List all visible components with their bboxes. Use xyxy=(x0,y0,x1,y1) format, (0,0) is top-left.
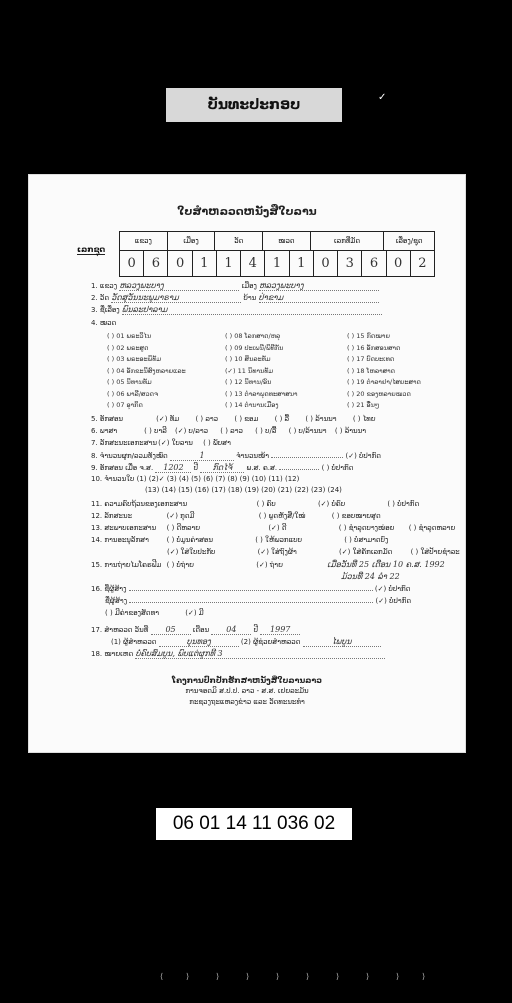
field-number: 14. xyxy=(91,536,103,544)
code-digit: 3 xyxy=(338,251,362,276)
tray-label: ບັນທະປະກອບ xyxy=(166,88,342,122)
field-number: 18. xyxy=(91,650,103,658)
film-mark: ⟩ xyxy=(306,972,310,981)
field-label: ການອະນຸລັກສາ xyxy=(104,536,149,544)
field-label: ຈໍານວນໃບ xyxy=(104,475,135,483)
preservation-option[interactable]: (✓) ໃສ່ຄັກເລກມັດ xyxy=(339,548,393,556)
category-option[interactable]: ( ) 08 ໂລກສາດ/ຫລຸ xyxy=(225,332,281,340)
film-mark: ⟨ xyxy=(160,972,164,981)
film-mark: ⟩ xyxy=(276,972,280,981)
code-digit: 2 xyxy=(418,256,427,271)
field-label: ອັກສອນ xyxy=(99,415,124,423)
film-mark: ⟩ xyxy=(186,972,190,981)
date-unknown-option[interactable]: ( ) ບໍ່ປາກົດ xyxy=(321,464,354,472)
field-language xyxy=(91,427,366,435)
language-option[interactable]: (✓) ບ/ລາວ xyxy=(175,427,209,435)
film-mark: ⟩ xyxy=(246,972,250,981)
code-header-story: ເລື່ອງ/ຊຸດ xyxy=(395,237,423,245)
field-label: ພ.ສ. xyxy=(246,464,261,472)
code-digit: 0 xyxy=(168,251,192,276)
category-option[interactable]: ( ) 14 ຕໍານານເມືອງ xyxy=(225,401,279,409)
category-option[interactable]: ( ) 16 ອັກສອນສາດ xyxy=(347,343,401,352)
category-option[interactable]: ( ) 20 ຂອງຫລາຍໝວດ xyxy=(347,389,411,398)
film-mark: ⟩ xyxy=(396,972,400,981)
code-header-row xyxy=(119,231,435,251)
code-digit: 6 xyxy=(362,251,386,276)
field-label: ຊື່ຜູ້ສ້າງ xyxy=(105,597,128,605)
cs-year-value: 1202 xyxy=(155,463,191,473)
assistant-value: ໄພບູນ xyxy=(303,637,381,647)
field-label: ວັດ xyxy=(99,294,110,302)
code-digit: 4 xyxy=(241,251,265,276)
preservation-option[interactable]: ( ) ໃສ່ປ້າຍຊໍາລະ xyxy=(410,548,460,556)
field-document-type xyxy=(91,439,231,447)
field-number: 5. xyxy=(91,415,98,423)
field-surveyors xyxy=(111,637,381,647)
code-header-district: ເມືອງ xyxy=(168,232,216,250)
microfilm-option[interactable]: ( ) ບໍ່ຖ່າຍ xyxy=(166,561,194,569)
code-digit: 1 xyxy=(290,251,314,276)
field-number: 2. xyxy=(91,294,98,302)
characteristic-option[interactable]: ( ) ຂອບໝາຍສູດ xyxy=(331,512,381,520)
microfilm-date: ເມື່ອວັນທີ່ 25 ເດືອນ 10 ຄ.ສ. 1992 xyxy=(327,560,445,569)
condition-option[interactable]: ( ) ດີຫລາຍ xyxy=(166,524,201,532)
category-option[interactable]: ( ) 02 ພຣະສູດ xyxy=(107,343,149,352)
field-label: ການຖ່າຍໄມໂຄຣຟີມ xyxy=(104,561,162,569)
category-option[interactable]: ( ) 03 ພຣະອະພິທັມ xyxy=(107,355,162,363)
surveyor-value: ບຸນທອງ xyxy=(159,637,239,647)
film-edge-strip xyxy=(10,972,502,988)
field-temple xyxy=(91,293,379,303)
document-type-option[interactable]: (✓) ໃບລານ xyxy=(158,439,193,447)
film-mark: ⟩ xyxy=(336,972,340,981)
microfilm-roll: ມ້ວນທີ່ 24 ລໍາ 22 xyxy=(341,572,400,581)
code-digit: 0 xyxy=(120,251,144,276)
field-label: (1) ຜູ້ສໍາຫລວດ xyxy=(111,638,157,646)
field-bundle-count xyxy=(91,451,381,461)
field-completeness xyxy=(91,500,419,508)
field-microfilm xyxy=(91,560,445,569)
field-written-date xyxy=(91,463,353,473)
preservation-options-row-2 xyxy=(167,548,460,556)
category-option[interactable]: ( ) 01 ພຣະວິໄນ xyxy=(107,332,152,340)
script-option[interactable]: ( ) ຂອມ xyxy=(234,415,259,423)
survey-month-value: 04 xyxy=(211,625,251,635)
footer-ministry: ກະຊວງຖະແຫລງຂ່າວ ແລະ ວັດທະນະທໍາ xyxy=(189,698,305,706)
sponsor-option[interactable]: ( ) ມີຄ່າຂອງສັດທາ xyxy=(105,609,159,617)
condition-option[interactable]: ( ) ຊໍາລຸດບາງໜ່ອຍ xyxy=(338,524,395,532)
film-mark: ⟩ xyxy=(216,972,220,981)
category-option[interactable]: (✓) 11 ນິທານທັມ xyxy=(225,366,274,375)
category-option[interactable]: ( ) 12 ນິທານ/ອົນ xyxy=(225,378,272,386)
field-label: ຈໍານວນຜູກ/ລວມທັງໝົດ xyxy=(99,452,168,460)
field-label: ອັກສອນ ເມື່ອ ຈ.ສ. xyxy=(99,464,154,472)
field-category xyxy=(91,319,116,327)
microfilm-option[interactable]: (✓) ຖ່າຍ xyxy=(256,561,283,569)
code-digit: 1 xyxy=(265,251,289,276)
field-title xyxy=(91,305,382,315)
category-option[interactable]: ( ) 06 ພາລີ/ສວດຈ xyxy=(107,389,159,398)
code-header-temple: ວັດ xyxy=(215,232,263,250)
condition-option[interactable]: (✓) ດີ xyxy=(268,524,287,532)
field-condition xyxy=(91,524,455,532)
document-type-option[interactable]: ( ) ພັບສາ xyxy=(203,439,231,447)
field-preservation xyxy=(91,536,388,544)
category-column-1 xyxy=(107,331,186,412)
author-unknown-option[interactable]: (✓) ບໍ່ປາກົດ xyxy=(374,585,411,593)
language-option[interactable]: ( ) ລ້ານນາ xyxy=(334,427,367,435)
category-option[interactable]: ( ) 13 ຕໍາລາພຸດທະສາສນາ xyxy=(225,389,298,398)
field-label: ປີ xyxy=(253,626,258,634)
field-script xyxy=(91,415,376,423)
completeness-option[interactable]: ( ) ບໍ່ປາກົດ xyxy=(387,500,420,508)
field-label: ໝາຍເຫດ xyxy=(104,650,134,658)
leaf-count-options[interactable]: (13) (14) (15) (16) (17) (18) (19) (20) (21) (22) (23) (24) xyxy=(145,486,342,494)
field-label: ຊື່ຜູ້ສ້າງ xyxy=(104,585,127,593)
film-mark: ⟩ xyxy=(366,972,370,981)
language-option[interactable]: ( ) ບ/ລ້ານນາ xyxy=(288,427,327,435)
language-option[interactable]: ( ) ລາວ xyxy=(220,427,243,435)
form-footer xyxy=(29,675,465,708)
category-option[interactable]: ( ) 09 ປະເພນີ/ພິທີກັນ xyxy=(225,343,284,352)
completeness-option[interactable]: (✓) ບໍ່ຄົບ xyxy=(317,500,346,508)
field-number: 3. xyxy=(91,306,98,314)
field-label: ລັກສະນະເອກະສານ xyxy=(99,439,158,447)
district-value: ຫລວງພະບາງ xyxy=(259,281,379,291)
temple-value: ວັດສຸວັນນະພູມາຣາມ xyxy=(111,293,241,303)
field-label: ຈໍານວນໜ້າ xyxy=(236,452,270,460)
field-label: ຄ.ສ. xyxy=(262,464,278,472)
script-option[interactable]: ( ) ລ້ານນາ xyxy=(305,415,337,423)
code-digit: 1 xyxy=(193,251,217,276)
field-number: 15. xyxy=(91,561,103,569)
script-option[interactable]: ( ) ໄທຍ xyxy=(352,415,376,423)
field-number: 1. xyxy=(91,282,98,290)
field-label: ເມືອງ xyxy=(241,282,257,290)
field-number: 8. xyxy=(91,452,98,460)
field-author xyxy=(91,585,410,593)
script-option[interactable]: ( ) ລາວ xyxy=(195,415,219,423)
field-copyist xyxy=(105,597,411,605)
footer-organization: ໂຄງການປົກປັກຮັກສາຫນັງສືໃບລານລາວ xyxy=(172,676,322,685)
village-value: ປ່າຂາມ xyxy=(259,293,379,303)
field-label: ໝວດ xyxy=(99,319,117,327)
field-label: ບ້ານ xyxy=(243,294,257,302)
field-number: 9. xyxy=(91,464,98,472)
category-option[interactable]: ( ) 15 ກົດໝາຍ xyxy=(347,332,390,340)
code-header-bundle: ເລກທີ່ມັດ xyxy=(311,232,385,250)
survey-form-sheet xyxy=(28,174,466,753)
language-option[interactable]: ( ) ບາລີ xyxy=(144,427,167,435)
field-characteristics xyxy=(91,512,381,520)
characteristic-option[interactable]: ( ) ພູດຫັງສື/ໃໝ່ xyxy=(258,512,306,520)
field-number: 16. xyxy=(91,585,103,593)
field-label: ລັກສະນະ xyxy=(104,512,132,520)
category-option[interactable]: ( ) 05 ນິທານທັມ xyxy=(107,378,152,386)
language-option[interactable]: ( ) ບ/ລື້ xyxy=(255,427,277,435)
code-box xyxy=(77,231,437,283)
field-survey-date xyxy=(91,625,300,635)
survey-day-value: 05 xyxy=(151,625,191,635)
field-number: 6. xyxy=(91,427,98,435)
sponsor-option[interactable]: (✓) ມີ xyxy=(185,609,204,617)
characteristic-option[interactable]: (✓) ກຸດມີ xyxy=(166,512,195,520)
category-option[interactable]: ( ) 18 ໂຫລາສາດ xyxy=(347,366,396,375)
copyist-unknown-option[interactable]: (✓) ບໍ່ປາກົດ xyxy=(375,597,412,605)
field-label: ແຂວງ xyxy=(99,282,118,290)
field-number: 4. xyxy=(91,319,98,327)
field-number: 13. xyxy=(91,524,103,532)
film-mark: ⟩ xyxy=(422,972,426,981)
page-count-unknown-option[interactable]: (✓) ບໍ່ປາກົດ xyxy=(345,452,381,460)
field-label: (2) ຜູ້ຊ່ວຍສໍາຫລວດ xyxy=(240,638,301,646)
field-label: ສະພາບເອກະສານ xyxy=(104,524,157,532)
tick-mark: ✓ xyxy=(378,92,387,103)
field-number: 10. xyxy=(91,475,103,483)
field-label: ປີ xyxy=(193,464,199,472)
leaf-count-options[interactable]: (1) (2)✓ (3) (4) (5) (6) (7) (8) (9) (10) (11) (12) xyxy=(136,475,300,483)
category-option[interactable]: ( ) 10 ສິນລະທັມ xyxy=(225,355,271,363)
preservation-option[interactable]: ( ) ໃຫ້ພວກແບບ xyxy=(255,536,302,544)
category-column-3 xyxy=(347,331,421,412)
category-option[interactable]: ( ) 17 ບົດບະເທດ xyxy=(347,355,395,363)
field-label: ຊື່ເລື່ອງ xyxy=(99,306,120,314)
field-label: ສໍາຫລວດ ວັນທີ່ xyxy=(104,626,149,634)
bundle-count-value: 1 xyxy=(170,451,234,461)
field-label: ພາສາ xyxy=(99,427,118,435)
preservation-option[interactable]: (✓) ໃສ່ໃບປະກັບ xyxy=(167,548,216,556)
code-digit: 0 xyxy=(387,251,411,276)
code-digit-row xyxy=(119,251,435,277)
script-option[interactable]: ( ) ລື້ xyxy=(274,415,290,423)
category-option[interactable]: ( ) 21 ອື່ນໆ xyxy=(347,401,380,409)
code-header-category: ໝວດ xyxy=(263,232,311,250)
code-digit: 1 xyxy=(217,251,241,276)
document-number-label: 06 01 14 11 036 02 xyxy=(156,808,352,840)
field-leaf-count xyxy=(91,475,299,483)
field-number: 11. xyxy=(91,500,103,508)
field-label: ເດືອນ xyxy=(192,626,210,634)
field-label: ຄວາມຄົບຖ້ວນຂອງເອກະສານ xyxy=(104,500,188,508)
code-label: ເລກຊຸດ xyxy=(77,245,106,254)
field-province xyxy=(91,281,379,291)
title-value: ພົນລະປາລາມ xyxy=(122,305,382,315)
preservation-option[interactable]: ( ) ບໍ່ສາມາດບົງ xyxy=(344,536,389,544)
remarks-value: ບໍ່ຄົບສົມບູນ, ພົບແຕ່ຜູກທີ 3 xyxy=(135,649,385,659)
footer-cooperation: ການຈອດມິ ສ.ປ.ປ. ລາວ - ສ.ສ. ເຢຍລະມັນ xyxy=(185,687,309,695)
code-digit: 6 xyxy=(144,251,168,276)
script-option[interactable]: (✓) ທັມ xyxy=(156,415,180,423)
field-remarks xyxy=(91,649,385,659)
form-title: ໃບສໍາຫລວດຫນັງສືໃບລານ xyxy=(177,205,317,218)
code-header-province: ແຂວງ xyxy=(120,232,168,250)
code-digit: 0 xyxy=(314,251,338,276)
province-value: ຫລວງພະບາງ xyxy=(119,281,239,291)
category-option[interactable]: ( ) 19 ຕໍາລາຢາ/ໄສຍະສາດ xyxy=(347,378,421,386)
field-number: 12. xyxy=(91,512,103,520)
field-sponsor xyxy=(105,609,204,617)
preservation-option[interactable]: ( ) ບໍ່ມູນຄ່າສອນ xyxy=(166,536,213,544)
category-column-2 xyxy=(225,331,298,412)
category-option[interactable]: ( ) 04 ອັກຂະນິສົງຫລາຍແລະ xyxy=(107,366,186,375)
preservation-option[interactable]: (✓) ໃສ່ຖົງຜ້າ xyxy=(257,548,297,556)
cycle-year-value: ກົດໄຈ້ xyxy=(200,463,244,473)
field-number: 7. xyxy=(91,439,98,447)
survey-year-value: 1997 xyxy=(260,625,300,635)
condition-option[interactable]: ( ) ຊໍາລຸດຫລາຍ xyxy=(408,524,456,532)
completeness-option[interactable]: ( ) ຄົບ xyxy=(256,500,276,508)
field-number: 17. xyxy=(91,626,103,634)
category-option[interactable]: ( ) 07 ອຸາກິດ xyxy=(107,401,143,409)
